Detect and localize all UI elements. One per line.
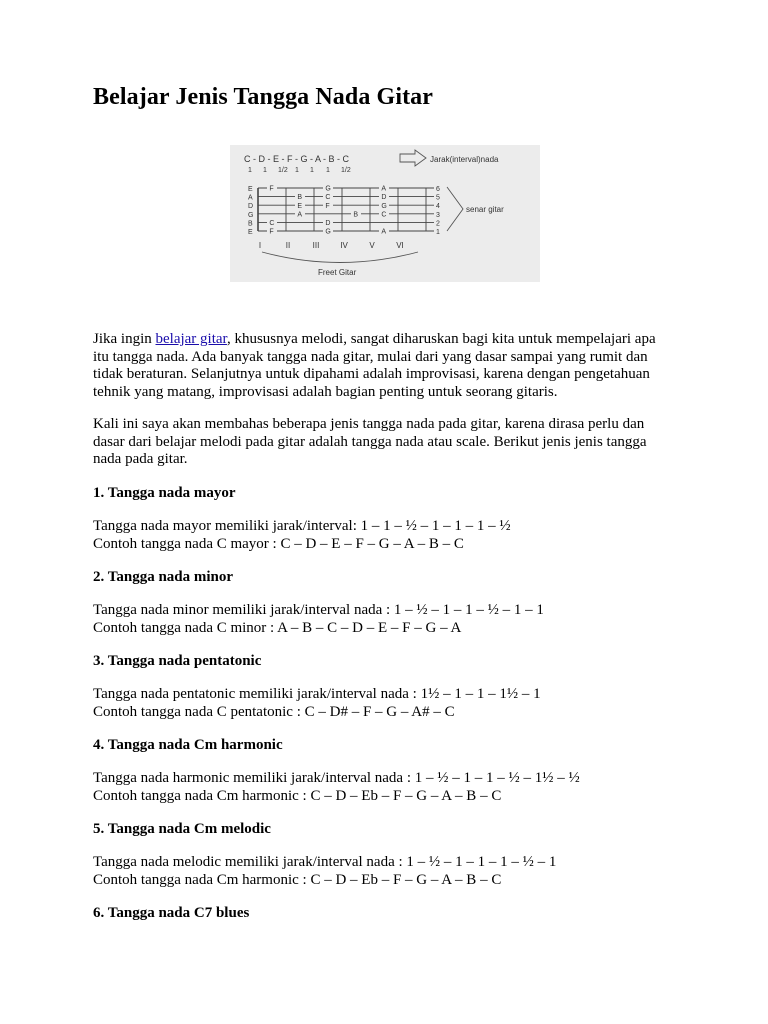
interval-label: Jarak(interval)nada xyxy=(430,155,499,164)
open-string-note: E xyxy=(248,229,253,236)
fret-brace-curve xyxy=(262,252,418,263)
interval-text: Tangga nada harmonic memiliki jarak/interval nada : 1 – ½ – 1 – 1 – ½ – 1½ – ½ xyxy=(93,770,580,786)
guitar-fretboard-diagram xyxy=(230,145,540,282)
paragraph-line: nada pada gitar. xyxy=(93,451,188,467)
intro-text-start: Jika ingin xyxy=(93,331,156,347)
fret-number: IV xyxy=(340,241,348,250)
page-title: Belajar Jenis Tangga Nada Gitar xyxy=(93,84,434,110)
open-string-note: D xyxy=(248,203,254,211)
fret-number: II xyxy=(285,241,291,250)
example-text: Contoh tangga nada Cm harmonic : C – D – Eb – F – G – A – B – C xyxy=(93,871,502,888)
interval-value: 1 xyxy=(295,167,299,174)
section-melodic-body xyxy=(93,854,693,889)
interval-value: 1 xyxy=(248,167,252,174)
intro-line: tehnik yang matang, improvisasi adalah bagian penting untuk seorang gitaris. xyxy=(93,383,558,400)
section-pentatonic xyxy=(93,653,693,671)
section-heading: 4. Tangga nada Cm harmonic xyxy=(93,737,283,753)
fret-numbers xyxy=(259,241,404,250)
arrow-right-icon xyxy=(400,150,426,166)
note-mark: G xyxy=(325,185,331,193)
intro-line: itu tangga nada. Ada banyak tangga nada gitar, mulai dari yang dasar sampai yang rumit dan xyxy=(93,348,648,365)
section-heading: 3. Tangga nada pentatonic xyxy=(93,653,262,669)
string-number: 5 xyxy=(436,194,440,202)
string-number: 6 xyxy=(436,186,440,193)
fret-number: VI xyxy=(396,241,404,250)
interval-text: Tangga nada pentatonic memiliki jarak/interval nada : 1½ – 1 – 1 – 1½ – 1 xyxy=(93,686,541,702)
section-heading: 6. Tangga nada C7 blues xyxy=(93,905,250,921)
second-paragraph xyxy=(93,416,693,469)
note-mark: D xyxy=(381,194,387,202)
note-mark: B xyxy=(297,194,303,202)
section-minor-body xyxy=(93,602,693,637)
open-string-note: A xyxy=(248,194,253,202)
note-mark: E xyxy=(297,202,303,210)
example-text: Contoh tangga nada C minor : A – B – C – D – E – F – G – A xyxy=(93,619,462,636)
section-heading: 2. Tangga nada minor xyxy=(93,569,234,585)
fretboard-svg xyxy=(230,145,540,282)
interval-text: Tangga nada minor memiliki jarak/interval nada : 1 – ½ – 1 – 1 – ½ – 1 – 1 xyxy=(93,602,544,618)
string-lines xyxy=(258,185,434,231)
section-mayor xyxy=(93,485,693,503)
note-mark: A xyxy=(381,185,387,193)
note-mark: B xyxy=(353,211,359,219)
note-mark: C xyxy=(325,194,331,202)
fret-number: V xyxy=(369,241,375,250)
note-mark: D xyxy=(325,220,331,227)
section-harmonic-body xyxy=(93,770,693,805)
paragraph-line: dasar dari belajar melodi pada gitar adalah tangga nada atau scale. Berikut jenis jenis tangga xyxy=(93,433,647,450)
interval-value: 1 xyxy=(326,167,330,174)
intro-paragraph xyxy=(93,331,693,401)
intro-text-after-link: , khususnya melodi, sangat diharuskan bagi kita untuk mempelajari apa xyxy=(226,331,656,347)
note-mark: C xyxy=(269,220,275,227)
string-label: senar gitar xyxy=(466,205,504,214)
section-harmonic xyxy=(93,737,693,755)
fret-lines xyxy=(258,185,426,231)
note-mark: F xyxy=(269,185,274,193)
example-text: Contoh tangga nada C mayor : C – D – E – F – G – A – B – C xyxy=(93,535,464,552)
note-mark: G xyxy=(325,228,331,236)
brace-icon xyxy=(447,187,463,231)
section-mayor-body xyxy=(93,518,693,553)
open-string-notes xyxy=(248,186,253,236)
section-blues xyxy=(93,905,693,923)
fret-number: III xyxy=(312,241,320,250)
string-number: 1 xyxy=(436,229,440,236)
open-string-note: G xyxy=(248,211,254,219)
string-number: 2 xyxy=(436,220,440,228)
string-number: 3 xyxy=(436,211,440,219)
note-marks xyxy=(267,185,389,236)
interval-text: Tangga nada melodic memiliki jarak/interval nada : 1 – ½ – 1 – 1 – 1 – ½ – 1 xyxy=(93,854,557,870)
example-text: Contoh tangga nada Cm harmonic : C – D – Eb – F – G – A – B – C xyxy=(93,787,502,804)
note-mark: C xyxy=(381,211,387,219)
note-mark: G xyxy=(381,202,387,210)
note-mark: A xyxy=(297,211,303,219)
scale-line: C - D - E - F - G - A - B - C xyxy=(244,154,349,164)
example-text: Contoh tangga nada C pentatonic : C – D# – F – G – A# – C xyxy=(93,703,455,720)
open-string-note: B xyxy=(248,220,253,228)
open-string-note: E xyxy=(248,186,253,193)
section-pentatonic-body xyxy=(93,686,693,721)
interval-text: Tangga nada mayor memiliki jarak/interval: 1 – 1 – ½ – 1 – 1 – 1 – ½ xyxy=(93,518,511,534)
interval-value: 1/2 xyxy=(341,167,351,174)
section-heading: 5. Tangga nada Cm melodic xyxy=(93,821,271,837)
interval-row xyxy=(248,167,351,174)
interval-value: 1 xyxy=(310,167,314,174)
fret-label: Freet Gitar xyxy=(318,268,357,277)
note-mark: F xyxy=(269,228,274,236)
interval-value: 1/2 xyxy=(278,167,288,174)
fret-number: I xyxy=(258,241,262,250)
string-number: 4 xyxy=(436,203,440,211)
interval-value: 1 xyxy=(263,167,267,174)
note-mark: F xyxy=(325,202,330,210)
section-heading: 1. Tangga nada mayor xyxy=(93,485,236,501)
paragraph-line: Kali ini saya akan membahas beberapa jenis tangga nada pada gitar, karena dirasa perlu dan xyxy=(93,416,645,432)
note-mark: A xyxy=(381,228,387,236)
section-melodic xyxy=(93,821,693,839)
string-numbers xyxy=(436,186,440,236)
belajar-gitar-link[interactable]: belajar gitar xyxy=(155,331,227,347)
intro-line: tidak beraturan. Selanjutnya untuk dipahami adalah improvisasi, karena dengan pengetahuan xyxy=(93,366,650,382)
section-minor xyxy=(93,569,693,587)
